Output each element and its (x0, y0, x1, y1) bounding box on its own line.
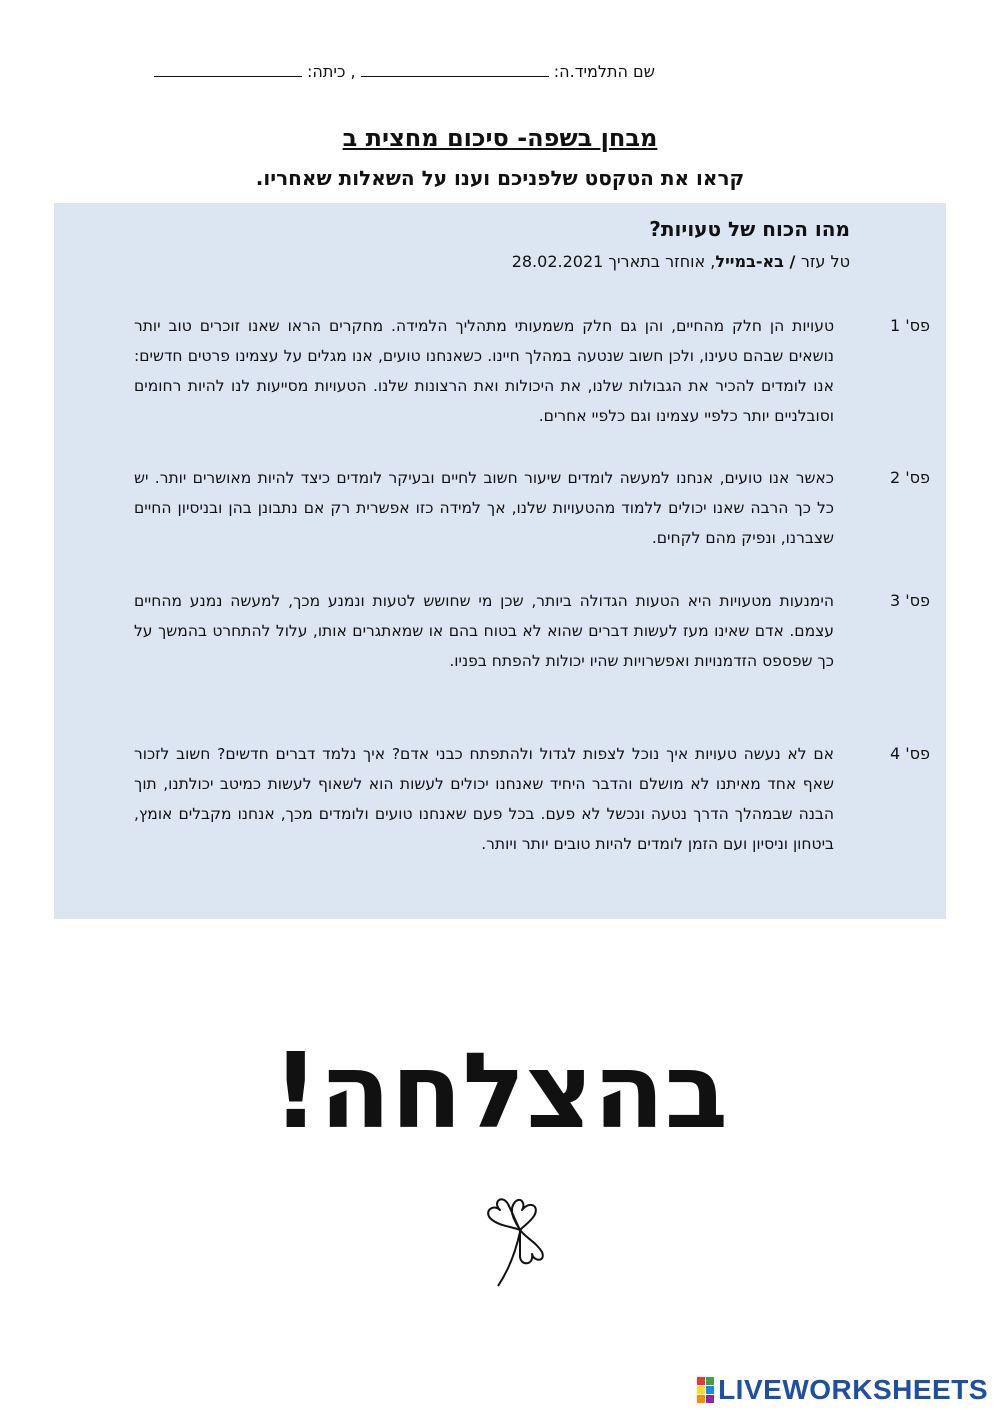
article-title: מהו הכוח של טעויות? (649, 217, 850, 241)
article-author: טל עזר (800, 252, 850, 271)
article-box (54, 203, 946, 919)
class-label: , כיתה: (307, 62, 356, 81)
class-blank[interactable] (154, 62, 302, 77)
article-source: בא-במייל (715, 252, 784, 271)
good-luck-heading: בהצלחה! (271, 1030, 728, 1152)
student-name-blank[interactable] (361, 62, 549, 77)
student-name-label: שם התלמיד.ה: (553, 62, 655, 81)
paragraph-text: אם לא נעשה טעויות איך נוכל לצפות לגדול ולהתפתח כבני אדם? איך נלמד דברים חדשים? חשוב לזכור שאף אחד מאיתנו לא מושלם והדבר היחיד שאנחנו יכולים לעשות הוא לשאוף לעשות כמיטב יכולתנו, תוך הבנה שבמהלך הדרך נטעה ונכשל לא פעם. בכל פעם שאנחנו טועים ולומדים מכך, אנחנו מקבלים אומץ, ביטחון וניסיון ועם הזמן לומדים להיות טובים יותר ויותר. (134, 745, 834, 853)
article-retrieved-date: , אוחזר בתאריך 28.02.2021 (511, 252, 716, 271)
byline-separator: / (783, 252, 801, 271)
paragraph-label: פס' 3 (889, 591, 930, 610)
paragraph-text: טעויות הן חלק מהחיים, והן גם חלק משמעותי מתהליך הלמידה. מחקרים הראו שאנו זוכרים טוב יותר נושאים שבהם טעינו, ולכן חשוב שנטעה במהלך חיינו. כשאנחנו טועים, אנו מגלים על עצמינו פרטים חדשים: אנו לומדים להכיר את הגבולות שלנו, את היכולות ואת הרצונות שלנו. הטעויות מסייעות לנו להיות רחומים וסובלניים יותר כלפיי עצמינו וגם כלפיי אחרים. (134, 317, 834, 425)
logo-mark-icon (697, 1377, 714, 1403)
page-title: מבחן בשפה- סיכום מחצית ב (342, 124, 658, 152)
paragraph-label: פס' 4 (889, 744, 930, 763)
paragraph-label: פס' 1 (889, 316, 930, 335)
paragraph-text: הימנעות מטעויות היא הטעות הגדולה ביותר, שכן מי שחושש לטעות ונמנע מכך, למעשה נמנע מהחיים עצמם. אדם שאינו מעז לעשות דברים שהוא לא בטוח בהם או שמאתגרים אותו, עלול להתחרט בהמשך על כך שפספס הזדמנויות ואפשרויות שהיו יכולות להפתח בפניו. (134, 592, 834, 670)
logo-text: LIVEWORKSHEETS (718, 1374, 988, 1405)
instructions: קראו את הטקסט שלפניכם וענו על השאלות שאחריו. (255, 166, 745, 190)
liveworksheets-logo (697, 1374, 988, 1406)
article-byline (512, 252, 850, 271)
student-info-line (150, 62, 655, 81)
clover-icon (478, 1190, 562, 1292)
paragraph-label: פס' 2 (889, 468, 930, 487)
paragraph-text: כאשר אנו טועים, אנחנו למעשה לומדים שיעור חשוב לחיים ובעיקר לומדים כיצד להיות מאושרים יותר. יש כל כך הרבה שאנו יכולים ללמוד מהטעויות שלנו, אך למידה כזו אפשרית רק אם נתבונן בהן ובניסיון החיים שצברנו, ונפיק מהם לקחים. (134, 469, 834, 547)
